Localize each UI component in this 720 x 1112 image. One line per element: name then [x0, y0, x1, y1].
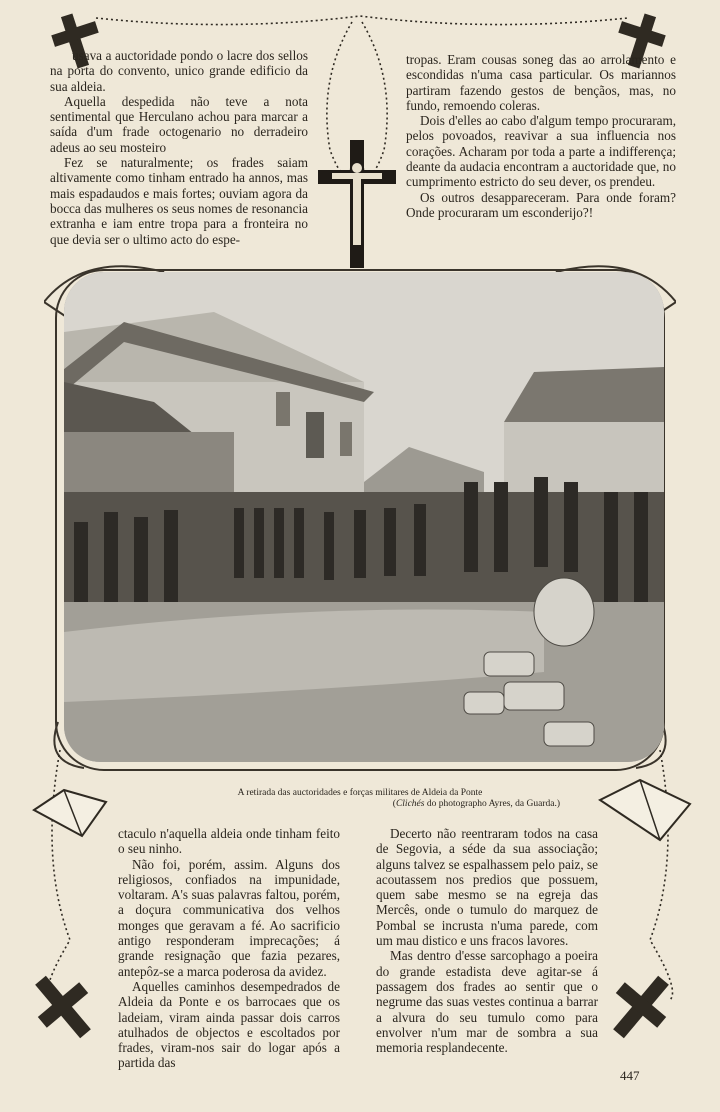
paragraph: Mas dentro d'esse sarcophago a poeira do grande estadista deve agitar-se á passagem dos frades ao sentir que o negrume das suas vestes continua a barrar a alvura do seu tumulo como para envolver n'um mar de sombra a sua memoria resplandecente. [376, 948, 598, 1056]
paragraph: tropas. Eram cousas soneg das ao arrolamento e escondidas n'uma casa particular. Os mariannos partiram fazendo gestos de bençãos, mas, no fundo, remoendo coleras. [406, 52, 676, 113]
paragraph: Decerto não reentraram todos na casa de Segovia, a séde da sua associação; alguns talvez se espalhassem pelo paiz, se acoutassem nos predios que possuem, quem sabe mesmo se na egreja das Mercês, onde o tumulo do marquez de Pombal se incrusta n'uma parede, com um mau distico e uns fracos lavores. [376, 826, 598, 949]
caption-credit: do photographo Ayres, da Guarda. [424, 799, 557, 809]
text-column-bottom-left [118, 826, 340, 1071]
paragraph: ctaculo n'aquella aldeia onde tinham feito o seu ninho. [118, 826, 340, 857]
text-column-bottom-right [376, 826, 598, 1055]
rosary-ornament-bottom [0, 740, 720, 1100]
paragraph: Os outros desappareceram. Para onde foram? Onde procuraram um esconderijo?! [406, 189, 676, 220]
paragraph: Dois d'elles ao cabo d'algum tempo procuraram, pelos povoados, reavivar a sua influencia nos corações. Acharam por toda a parte a indifferença; deante da audacia encontram a auctoridade que, no cumprimento estricto do seu dever, os prendeu. [406, 113, 676, 190]
book-icon [34, 790, 106, 836]
village-photograph [64, 272, 664, 762]
paragraph: Não foi, porém, assim. Alguns dos religiosos, confiados na impunidade, voltaram. A's suas palavras faltou, porém, a doçura communicativa dos velhos monges que geravam a fé. Ao sacrificio antigo responderam imprecações; á grande resignação que fazia pezares, antepôz-se a marca poderosa da avidez. [118, 856, 340, 979]
paragraph: Aquella despedida não teve a nota sentimental que Herculano achou para marcar a saída d'um frade octogenario no derradeiro adeus ao seu mosteiro [50, 93, 308, 155]
cross-icon [613, 976, 669, 1039]
book-icon [600, 780, 690, 840]
paragraph: Fez se naturalmente; os frades saiam altivamente como tinham entrado ha annos, mas mais espadaudos e mais fortes; ouviam agora da bocca das mulheres os seus nomes de resonancia extranha e iam entre tropa para a fronteira no que devia ser o ultimo acto do espe- [50, 155, 308, 247]
paragraph: Aquelles caminhos desempedrados de Aldeia da Ponte e os barrocaes que os ladeiam, viram ainda passar dois carros atulhados de objectos e escoltados por frades, viram-nos sair do logar após a partida das [118, 978, 340, 1071]
text-column-top-left [50, 48, 308, 247]
caption-line-1: A retirada das auctoridades e forças militares de Aldeia da Ponte [237, 788, 483, 798]
crucifix-icon [318, 140, 396, 268]
paragraph: usava a auctoridade pondo o lacre dos sellos na porta do convento, unico grande edificio da sua aldeia. [50, 48, 308, 94]
text-column-top-right [406, 52, 676, 220]
caption-italic: Clichés [395, 799, 425, 809]
cross-icon [35, 976, 91, 1039]
photo-scene [64, 272, 664, 762]
caption-line-2: (Clichés do photographo Ayres, da Guarda.) [392, 799, 560, 809]
page-number: 447 [620, 1068, 640, 1083]
